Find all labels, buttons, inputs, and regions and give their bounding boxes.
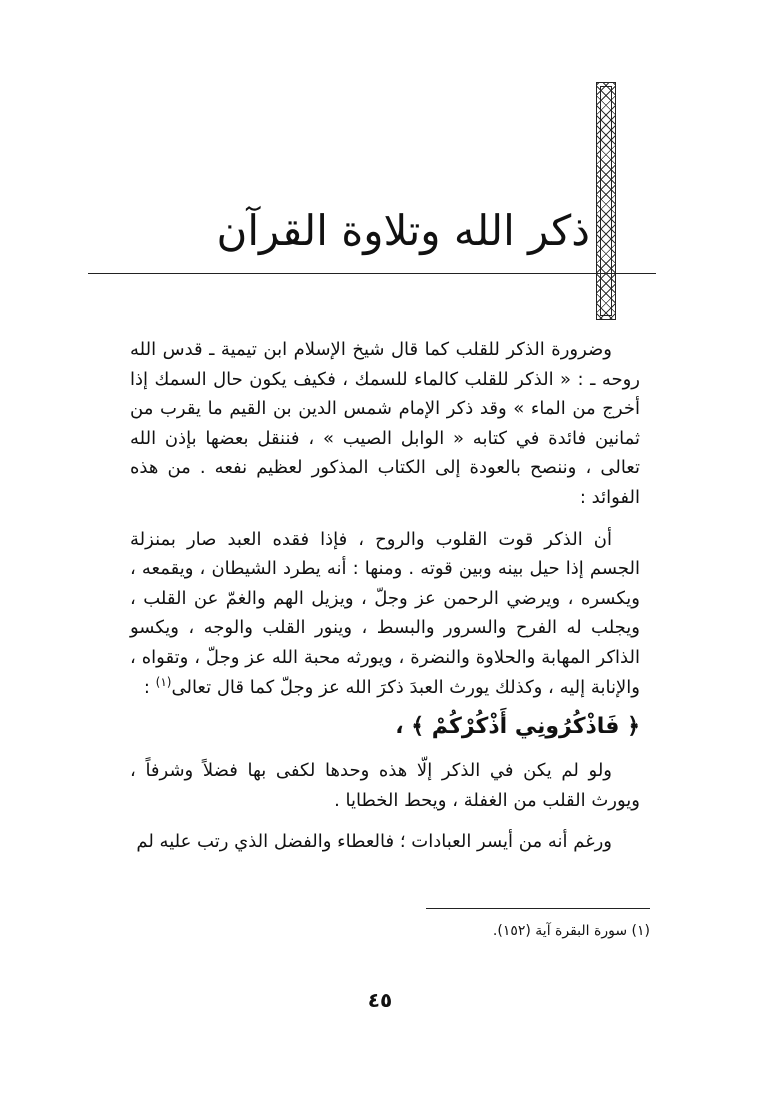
footnote-divider — [426, 908, 650, 909]
ornament-band — [596, 82, 616, 320]
ornament-border — [600, 86, 612, 316]
paragraph-3: ولو لم يكن في الذكر إلّا هذه وحدها لكفى بها فضلاً وشرفاً ، ويورث القلب من الغفلة ، ويحط الخطايا . — [130, 760, 640, 811]
body-text — [130, 335, 640, 857]
footnote-reference: (١) — [155, 674, 172, 689]
paragraph-4: ورغم أنه من أيسر العبادات ؛ فالعطاء والفضل الذي رتب عليه لم — [136, 831, 612, 853]
paragraph-2 — [130, 525, 640, 703]
paragraph-1: وضرورة الذكر للقلب كما قال شيخ الإسلام ابن تيمية ـ قدس الله روحه ـ : « الذكر للقلب كالماء للسمك ، فكيف يكون حال السمك إذا أخرج من الماء » وقد ذكر الإمام شمس الدين بن القيم ما يقرب من ثمانين فائدة في كتابه « الوابل الصيب » ، فننقل بعضها بإذن الله تعالى ، وننصح بالعودة إلى الكتاب المذكور لعظيم نفعه . من هذه الفوائد : — [130, 339, 640, 508]
footnote: (١) سورة البقرة آية (١٥٢). — [492, 923, 650, 939]
title-underline — [88, 273, 656, 274]
paragraph-2-colon: : — [143, 676, 156, 698]
chapter-title: ذكر الله وتلاوة القرآن — [216, 206, 590, 255]
page-number: ٤٥ — [367, 988, 393, 1012]
paragraph-2-text: أن الذكر قوت القلوب والروح ، فإذا فقده العبد صار بمنزلة الجسم إذا حيل بينه وبين قوته . ومنها : أنه يطرد الشيطان ، ويقمعه ، ويكسره ، ويرضي الرحمن عز وجلّ ، ويزيل الهم والغمّ عن القلب ، ويجلب له الفرح والسرور والبسط ، وينور القلب والوجه ، ويكسو الذاكر المهابة والحلاوة والنضرة ، ويورثه محبة الله عز وجلّ ، وتقواه ، والإنابة إليه ، وكذلك يورث العبدَ ذكرَ الله عز وجلّ كما قال تعالى — [130, 528, 640, 698]
quran-verse: ﴿ فَاذْكُرُونِي أَذْكُرْكُمْ ﴾ ، — [395, 714, 640, 740]
